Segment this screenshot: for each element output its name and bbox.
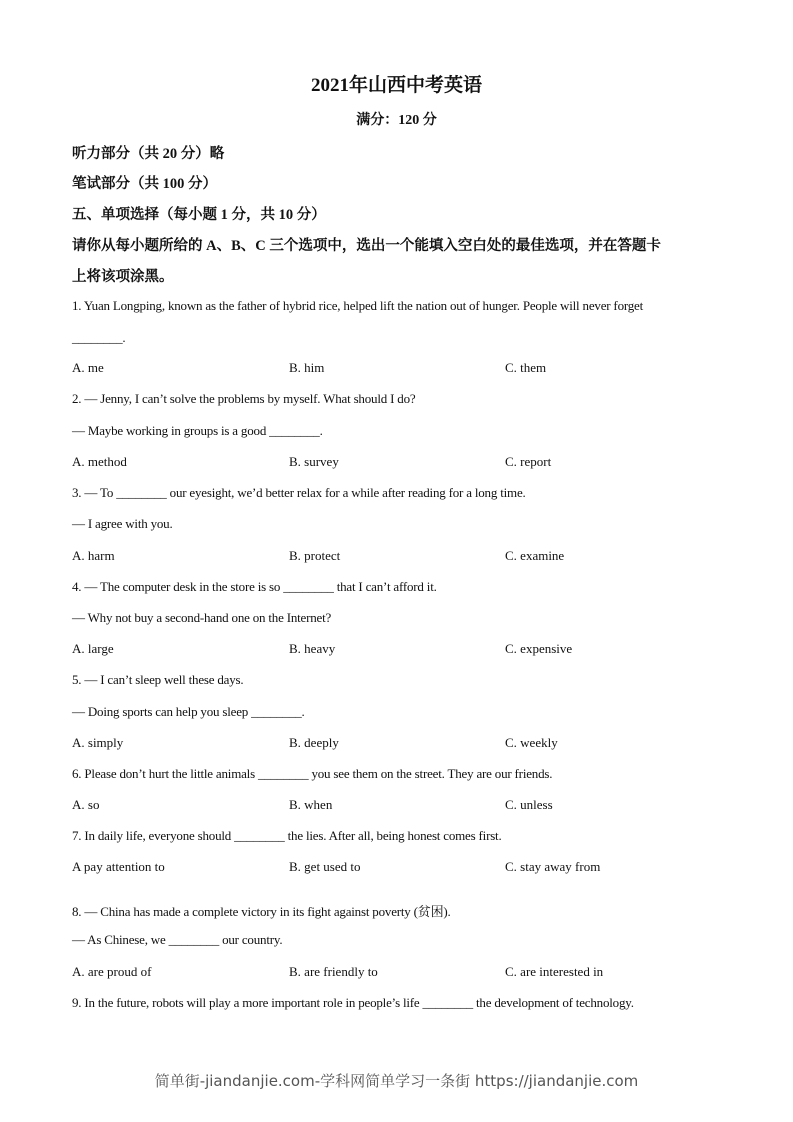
- option-c: C. expensive: [505, 641, 573, 656]
- full-score: 满分：120 分: [356, 113, 437, 128]
- question-text: — As Chinese, we ________ our country.: [72, 932, 283, 947]
- option-a: A pay attention to: [72, 859, 165, 874]
- question-text: 5. — I can’t sleep well these days.: [72, 672, 244, 687]
- listening-section-heading: 听力部分（共 20 分）略: [72, 146, 225, 162]
- instructions-line-1: 请你从每小题所给的 A、B、C 三个选项中，选出一个能填入空白处的最佳选项，并在答题卡: [72, 238, 661, 254]
- question-text: 1. Yuan Longping, known as the father of hybrid rice, helped lift the nation out of hunger. People will never forget: [72, 298, 644, 313]
- option-b: B. are friendly to: [289, 964, 378, 979]
- question-text: 8. — China has made a complete victory in its fight against poverty (贫困).: [72, 904, 451, 919]
- option-b: B. deeply: [289, 735, 339, 750]
- option-a: A. harm: [72, 548, 115, 563]
- question-text: 3. — To ________ our eyesight, we’d better relax for a while after reading for a long time.: [72, 485, 526, 500]
- question-text: 4. — The computer desk in the store is so ________ that I can’t afford it.: [72, 579, 437, 594]
- option-c: C. weekly: [505, 735, 558, 750]
- writing-section-heading: 笔试部分（共 100 分）: [72, 176, 217, 192]
- exam-title: 2021年山西中考英语: [310, 75, 482, 96]
- option-b: B. survey: [289, 454, 339, 469]
- option-c: C. examine: [505, 548, 565, 563]
- option-b: B. when: [289, 797, 333, 812]
- option-c: C. unless: [505, 797, 553, 812]
- question-text: 9. In the future, robots will play a more important role in people’s life ________ the development of technology.: [72, 995, 634, 1010]
- question-text: — I agree with you.: [72, 516, 173, 531]
- question-text: 2. — Jenny, I can’t solve the problems by myself. What should I do?: [72, 391, 416, 406]
- option-b: B. heavy: [289, 641, 336, 656]
- question-text: — Why not buy a second-hand one on the Internet?: [72, 610, 332, 625]
- option-a: A. simply: [72, 735, 124, 750]
- footer-watermark: 简单街-jiandanjie.com-学科网简单学习一条街 https://jiandanjie.com: [154, 1072, 639, 1090]
- option-c: C. stay away from: [505, 859, 601, 874]
- question-text: — Doing sports can help you sleep ________.: [72, 704, 305, 719]
- option-a: A. method: [72, 454, 127, 469]
- option-b: B. protect: [289, 548, 341, 563]
- option-a: A. large: [72, 641, 114, 656]
- question-text: 6. Please don’t hurt the little animals ________ you see them on the street. They are our friends.: [72, 766, 553, 781]
- question-text: — Maybe working in groups is a good ________.: [72, 423, 323, 438]
- option-c: C. are interested in: [505, 964, 604, 979]
- option-b: B. him: [289, 360, 325, 375]
- part5-heading: 五、单项选择（每小题 1 分，共 10 分）: [72, 207, 326, 223]
- option-c: C. report: [505, 454, 552, 469]
- option-b: B. get used to: [289, 859, 361, 874]
- question-text: ________.: [72, 330, 126, 345]
- option-c: C. them: [505, 360, 547, 375]
- instructions-line-2: 上将该项涂黑。: [72, 269, 174, 285]
- option-a: A. are proud of: [72, 964, 152, 979]
- option-a: A. me: [72, 360, 104, 375]
- question-text: 7. In daily life, everyone should ________ the lies. After all, being honest comes first.: [72, 828, 502, 843]
- option-a: A. so: [72, 797, 100, 812]
